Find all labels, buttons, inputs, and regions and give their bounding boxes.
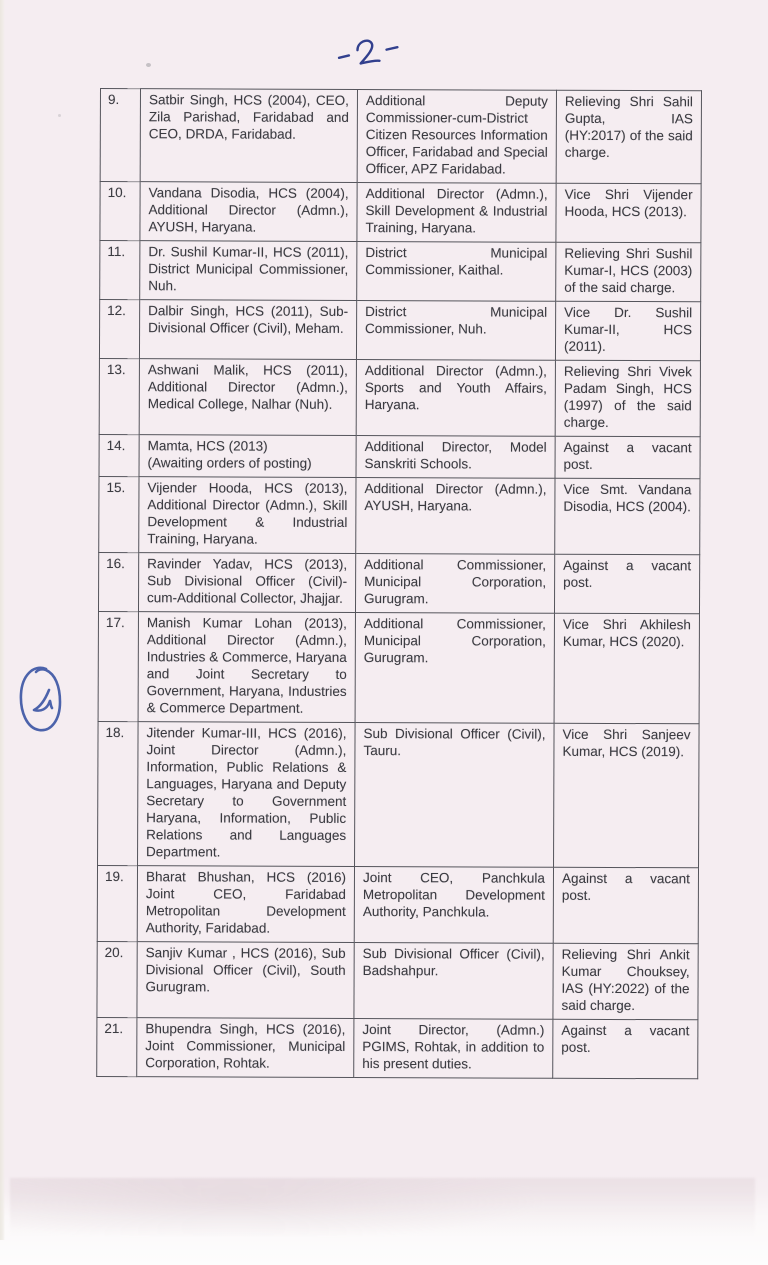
row-new-posting: Additional Director (Admn.), Sports and Youth Affairs, Haryana. (356, 359, 555, 436)
table-row (99, 434, 700, 478)
table-row (98, 611, 699, 723)
row-serial: 13. (99, 358, 139, 434)
row-serial: 21. (97, 1017, 137, 1076)
row-remarks: Relieving Shri Sushil Kumar-I, HCS (2003) of the said charge. (556, 242, 701, 302)
row-officer-details: Satbir Singh, HCS (2004), CEO, Zila Parishad, Faridabad and CEO, DRDA, Faridabad. (140, 89, 357, 183)
row-new-posting: Additional Director (Admn.), Skill Development & Industrial Training, Haryana. (357, 182, 556, 242)
table-row (100, 182, 701, 243)
scan-page-edge (0, 0, 5, 1240)
row-new-posting: District Municipal Commissioner, Kaithal. (357, 241, 556, 301)
row-remarks: Against a vacant post. (555, 436, 700, 479)
row-new-posting: Additional Director, Model Sanskriti Schools. (356, 435, 555, 478)
table-row (98, 552, 699, 613)
row-new-posting: Sub Divisional Officer (Civil), Tauru. (355, 722, 555, 867)
transfer-order-table (96, 88, 701, 1079)
row-remarks: Against a vacant post. (554, 554, 699, 614)
row-remarks: Vice Shri Sanjeev Kumar, HCS (2019). (554, 723, 700, 868)
row-serial: 20. (97, 941, 137, 1017)
row-remarks: Vice Smt. Vandana Disodia, HCS (2004). (555, 478, 700, 555)
row-remarks: Vice Dr. Sushil Kumar-II, HCS (2011). (555, 301, 700, 361)
row-remarks: Against a vacant post. (553, 1019, 698, 1079)
margin-ink-circle-mark (13, 660, 71, 745)
scan-speck (58, 114, 61, 117)
table-row (98, 721, 700, 867)
row-remarks: Relieving Shri Ankit Kumar Chouksey, IAS (HY:2022) of the said charge. (553, 943, 698, 1020)
row-serial: 14. (99, 434, 139, 476)
row-officer-details: Jitender Kumar-III, HCS (2016), Joint Director (Admn.), Information, Public Relations & Languages, Haryana and Deputy Secretary to Government Haryana, Information, Public Relations and Languages Department. (138, 722, 356, 867)
row-remarks: Relieving Shri Sahil Gupta, IAS (HY:2017) of the said charge. (556, 90, 701, 184)
table-row (99, 358, 700, 436)
row-officer-details: Dr. Sushil Kumar-II, HCS (2011), District Municipal Commissioner, Nuh. (140, 241, 357, 301)
row-remarks: Relieving Shri Vivek Padam Singh, HCS (1997) of the said charge. (555, 360, 700, 437)
handwritten-page-number (330, 27, 412, 85)
table-row (97, 1017, 698, 1078)
row-serial: 11. (100, 241, 140, 300)
row-remarks: Against a vacant post. (553, 867, 698, 944)
table-row (99, 300, 700, 361)
row-new-posting: Joint CEO, Panchkula Metropolitan Development Authority, Panchkula. (354, 866, 553, 943)
row-new-posting: District Municipal Commissioner, Nuh. (356, 300, 555, 360)
row-officer-details: Vandana Disodia, HCS (2004), Additional Director (Admn.), AYUSH, Haryana. (140, 182, 357, 242)
row-officer-details: Ashwani Malik, HCS (2011), Additional Director (Admn.), Medical College, Nalhar (Nuh). (139, 359, 356, 436)
row-serial: 17. (98, 611, 138, 721)
row-serial: 19. (97, 865, 137, 941)
table-row (100, 89, 701, 184)
table-row (97, 941, 698, 1019)
table-row (99, 476, 700, 554)
row-officer-details: Vijender Hooda, HCS (2013), Additional Director (Admn.), Skill Development & Industrial Training, Haryana. (139, 477, 356, 554)
row-serial: 16. (98, 552, 138, 611)
scan-shadow-band (10, 1178, 755, 1236)
row-remarks: Vice Shri Akhilesh Kumar, HCS (2020). (554, 613, 699, 724)
row-new-posting: Additional Commissioner, Municipal Corporation, Gurugram. (355, 553, 554, 613)
row-new-posting: Joint Director, (Admn.) PGIMS, Rohtak, in addition to his present duties. (354, 1018, 553, 1078)
ink-circle-initial-icon (13, 660, 71, 740)
row-serial: 15. (99, 476, 139, 552)
scan-speck (146, 63, 151, 67)
handwritten-page-number-icon (330, 27, 412, 80)
row-serial: 9. (100, 89, 140, 182)
row-officer-details: Bhupendra Singh, HCS (2016), Joint Commissioner, Municipal Corporation, Rohtak. (137, 1018, 354, 1078)
table-row (100, 241, 701, 302)
row-new-posting: Additional Commissioner, Municipal Corporation, Gurugram. (355, 612, 554, 723)
row-officer-details: Manish Kumar Lohan (2013), Additional Director (Admn.), Industries & Commerce, Haryana and Joint Secretary to Government, Haryana, Industries & Commerce Department. (138, 612, 355, 723)
row-remarks: Vice Shri Vijender Hooda, HCS (2013). (556, 183, 701, 243)
row-new-posting: Additional Director (Admn.), AYUSH, Haryana. (356, 477, 555, 554)
row-serial: 12. (99, 300, 139, 359)
row-serial: 10. (100, 182, 140, 241)
table-row (97, 865, 698, 943)
row-serial: 18. (98, 721, 139, 865)
row-officer-details: Dalbir Singh, HCS (2011), Sub-Divisional Officer (Civil), Meham. (139, 300, 356, 360)
row-officer-details: Mamta, HCS (2013) (Awaiting orders of posting) (139, 435, 356, 478)
row-officer-details: Bharat Bhushan, HCS (2016) Joint CEO, Faridabad Metropolitan Development Authority, Faridabad. (137, 866, 354, 943)
row-new-posting: Additional Deputy Commissioner-cum-District Citizen Resources Information Officer, Faridabad and Special Officer, APZ Faridabad. (357, 89, 556, 183)
row-officer-details: Sanjiv Kumar , HCS (2016), Sub Divisional Officer (Civil), South Gurugram. (137, 942, 354, 1019)
row-officer-details: Ravinder Yadav, HCS (2013), Sub Divisional Officer (Civil)-cum-Additional Collector, Jhajjar. (138, 553, 355, 613)
row-new-posting: Sub Divisional Officer (Civil), Badshahpur. (354, 942, 553, 1019)
